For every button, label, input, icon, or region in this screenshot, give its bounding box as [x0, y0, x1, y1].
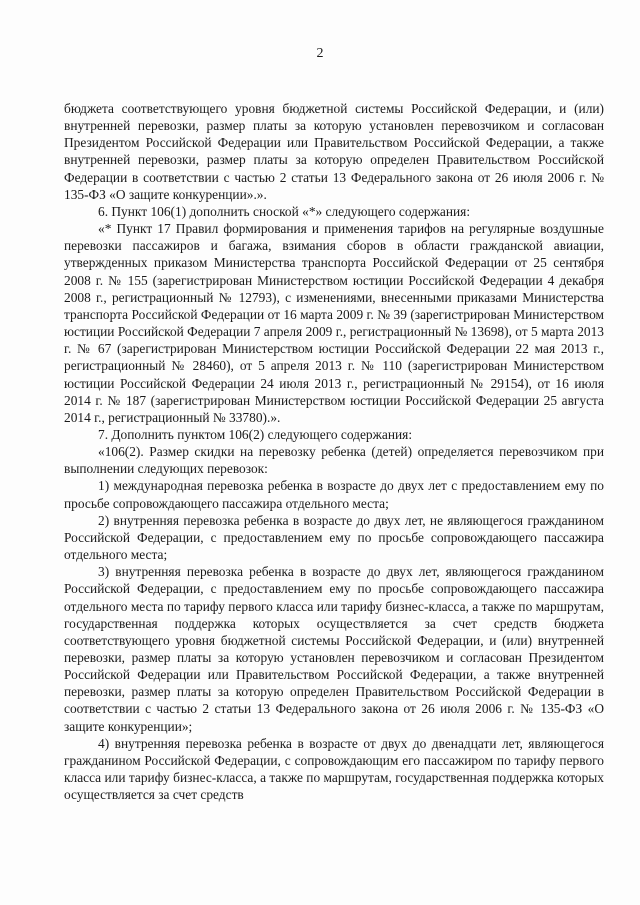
paragraph-continuation: бюджета соответствующего уровня бюджетной системы Российской Федерации, и (или) внутренней перевозки, размер платы за которую установлен перевозчиком и согласован Президентом Российской Федерации или Правительством Российской Федерации, а также внутренней перевозки, размер платы за которую определен Правительством Российской Федерации в соответствии с частью 2 статьи 13 Федерального закона от 26 июля 2006 г. № 135-ФЗ «О защите конкуренции».».	[64, 101, 604, 202]
paragraph-item-6: 6. Пункт 106(1) дополнить сноской «*» следующего содержания:	[98, 203, 471, 219]
paragraph-item-7: 7. Дополнить пунктом 106(2) следующего содержания:	[98, 426, 413, 442]
paragraph-106-2: «106(2). Размер скидки на перевозку ребенка (детей) определяется перевозчиком при выполнении следующих перевозок:	[64, 444, 604, 477]
paragraph-subitem-4: 4) внутренняя перевозка ребенка в возрасте от двух до двенадцати лет, являющегося гражданином Российской Федерации, с сопровождающим его пассажиром по тарифу первого класса или тарифу бизнес-класса, а также по маршрутам, государственная поддержка которых осуществляется за счет средств	[64, 735, 604, 803]
paragraph-subitem-3: 3) внутренняя перевозка ребенка в возрасте до двух лет, являющегося гражданином Российской Федерации, с предоставлением ему по просьбе сопровождающего пассажира отдельного места по тарифу первого класса или тарифу бизнес-класса, а также по маршрутам, государственная поддержка которых осуществляется за счет средств бюджета соответствующего уровня бюджетной системы Российской Федерации, и (или) внутренней перевозки, размер платы за которую установлен перевозчиком и согласован Президентом Российской Федерации или Правительством Российской Федерации, а также внутренней перевозки, размер платы за которую определен Правительством Российской Федерации в соответствии с частью 2 статьи 13 Федерального закона от 26 июля 2006 г. № 135-ФЗ «О защите конкуренции»;	[64, 564, 604, 734]
page-number: 2	[316, 46, 324, 61]
paragraph-footnote: «* Пункт 17 Правил формирования и применения тарифов на регулярные воздушные перевозки пассажиров и багажа, взимания сборов в области гражданской авиации, утвержденных приказом Министерства транспорта Российской Федерации от 25 сентября 2008 г. № 155 (зарегистрирован Министерством юстиции Российской Федерации 4 декабря 2008 г., регистрационный № 12793), с изменениями, внесенными приказами Министерства транспорта Российской Федерации от 16 марта 2009 г. № 39 (зарегистрирован Министерством юстиции Российской Федерации 7 апреля 2009 г., регистрационный № 13698), от 5 марта 2013 г. № 67 (зарегистрирован Министерством юстиции Российской Федерации 22 мая 2013 г., регистрационный № 28460), от 5 апреля 2013 г. № 110 (зарегистрирован Министерством юстиции Российской Федерации 24 июля 2013 г., регистрационный № 29154), от 16 июля 2014 г. № 187 (зарегистрирован Министерством юстиции Российской Федерации 25 августа 2014 г., регистрационный № 33780).».	[64, 221, 604, 425]
paragraph-subitem-2: 2) внутренняя перевозка ребенка в возрасте до двух лет, не являющегося гражданином Российской Федерации, с предоставлением ему по просьбе сопровождающего пассажира отдельного места;	[64, 512, 604, 563]
paragraph-subitem-1: 1) международная перевозка ребенка в возрасте до двух лет с предоставлением ему по просьбе сопровождающего пассажира отдельного места;	[64, 478, 604, 511]
document-body	[64, 100, 604, 803]
